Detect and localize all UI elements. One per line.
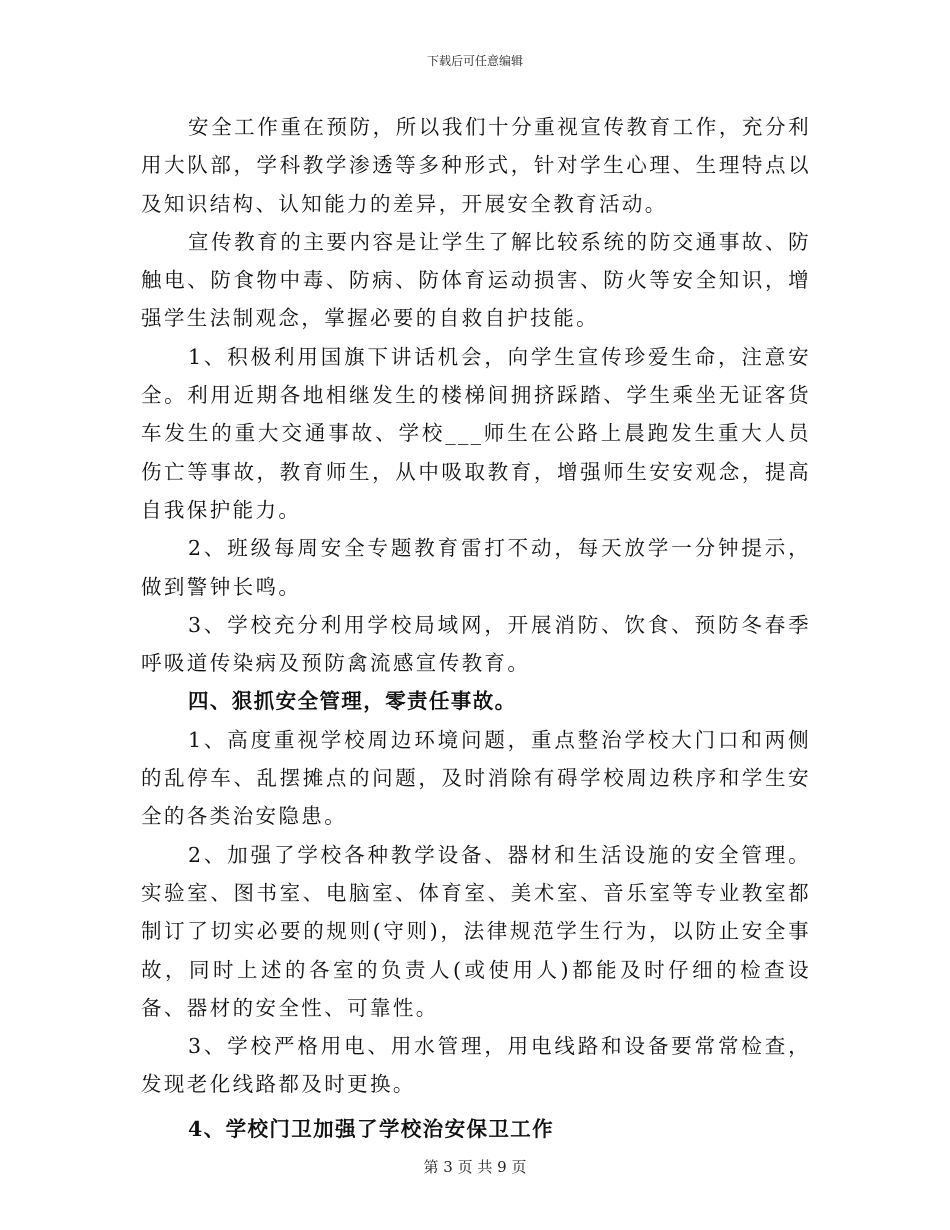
page-header: 下载后可任意编辑	[426, 54, 523, 68]
paragraph-campus-network: 3、学校充分利用学校局域网，开展消防、饮食、预防冬春季呼吸道传染病及预防禽流感宣传教育。	[141, 612, 811, 676]
paragraph-weekly-education: 2、班级每周安全专题教育雷打不动，每天放学一分钟提示，做到警钟长鸣。	[141, 536, 811, 599]
paragraph-electricity-water: 3、学校严格用电、用水管理，用电线路和设备要常常检查，发现老化线路都及时更换。	[141, 1034, 811, 1097]
paragraph-surroundings: 1、高度重视学校周边环境问题，重点整治学校大门口和两侧的乱停车、乱摆摊点的问题，及时消除有碍学校周边秩序和学生安全的各类治安隐患。	[141, 727, 811, 829]
document-body	[141, 108, 811, 1148]
paragraph-flag-speech: 1、积极利用国旗下讲话机会，向学生宣传珍爱生命，注意安全。利用近期各地相继发生的楼梯间拥挤踩踏、学生乘坐无证客货车发生的重大交通事故、学校___师生在公路上晨跑发生重大人员伤亡等事故，教育师生，从中吸取教育，增强师生安安观念，提高自我保护能力。	[141, 344, 811, 522]
section-heading-safety-management: 四、狠抓安全管理，零责任事故。	[188, 689, 517, 714]
page-footer: 第 3 页 共 9 页	[423, 1158, 527, 1176]
section-heading-security: 4、学校门卫加强了学校治安保卫工作	[188, 1116, 555, 1141]
paragraph-equipment: 2、加强了学校各种教学设备、器材和生活设施的安全管理。实验室、图书室、电脑室、体育室、美术室、音乐室等专业教室都制订了切实必要的规则(守则)，法律规范学生行为，以防止安全事故，同时上述的各室的负责人(或使用人)都能及时仔细的检查设备、器材的安全性、可靠性。	[141, 842, 811, 1020]
paragraph-education-content: 宣传教育的主要内容是让学生了解比较系统的防交通事故、防触电、防食物中毒、防病、防体育运动损害、防火等安全知识，增强学生法制观念，掌握必要的自救自护技能。	[141, 229, 811, 331]
paragraph-prevention: 安全工作重在预防，所以我们十分重视宣传教育工作，充分利用大队部，学科教学渗透等多种形式，针对学生心理、生理特点以及知识结构、认知能力的差异，开展安全教育活动。	[141, 115, 811, 216]
